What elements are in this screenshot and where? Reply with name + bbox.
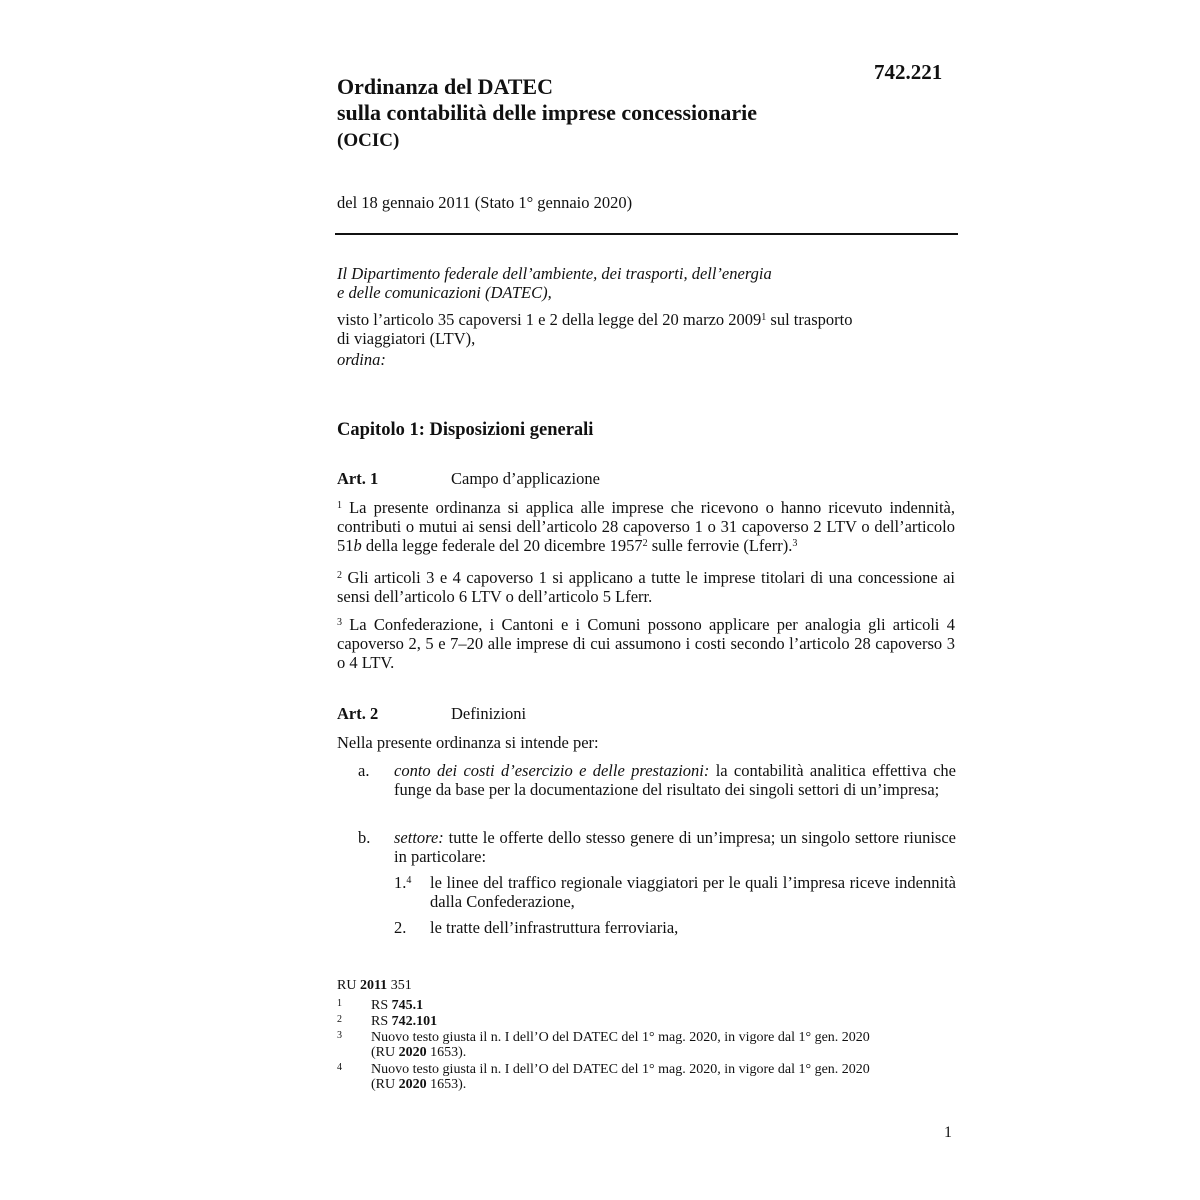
ordina: ordina: [337, 350, 386, 369]
art1-paragraph-3: $^3$ La Confederazione, i Cantoni e i Comuni possono applicare per analogia gli articoli 4 capoverso 2, 5 e 7–20 alle imprese di cui assumono i costi secondo l’articolo 28 capoverso 3 o 4 LTV. [337, 615, 955, 672]
list-text: conto dei costi d’esercizio e delle prestazioni: la contabilità analitica effettiva che funge da base per la documentazione del risultato dei singoli settori di un’impresa; [394, 761, 956, 799]
art1-paragraph-1: $^1$ La presente ordinanza si applica alle imprese che ricevono o hanno ricevuto indennità, contributi o mutui ai sensi dell’articolo 28 capoverso 1 o 31 capoverso 2 LTV o dell’articolo 51b della legge federale del 20 dicembre 1957$^2$ sulle ferrovie (Lferr).$^3$ [337, 498, 955, 555]
authority-line-2: e delle comunicazioni (DATEC), [337, 283, 552, 302]
art2-label: Art. 2 [337, 704, 379, 723]
page-number: 1 [944, 1124, 952, 1141]
art1-paragraph-2: $^2$ Gli articoli 3 e 4 capoverso 1 si applicano a tutte le imprese titolari di una concessione ai sensi dell’articolo 6 LTV o dell’articolo 5 Lferr. [337, 568, 955, 606]
footnote-ref[interactable]: 3 [792, 538, 798, 549]
art2-heading [337, 704, 526, 724]
footnote-number: 3 [337, 1030, 342, 1041]
list-text: settore: tutte le offerte dello stesso genere di un’impresa; un singolo settore riunisce in particolare: [394, 828, 956, 866]
sublist-text: le tratte dell’infrastruttura ferroviaria, [430, 918, 679, 937]
footnote-text: Nuovo testo giusta il n. I dell’O del DATEC del 1° mag. 2020, in vigore dal 1° gen. 2020 (RU 2020 1653). [371, 1062, 870, 1092]
visto-clause: visto l’articolo 35 capoversi 1 e 2 della legge del 20 marzo 2009$^1$ sul trasporto [337, 310, 853, 329]
sublist-text: le linee del traffico regionale viaggiatori per le quali l’impresa riceve indennità dalla Confederazione, [430, 873, 956, 911]
footnote-ref[interactable]: 4 [406, 875, 412, 886]
sublist-label: 1.$^4$ [394, 873, 412, 892]
footnote-number: 4 [337, 1062, 342, 1073]
list-label: a. [358, 761, 370, 780]
preamble [337, 264, 957, 369]
title-line-2: sulla contabilità delle imprese concessionarie [337, 100, 758, 125]
footnote-ref[interactable]: 2 [642, 538, 648, 549]
visto-clause-line-2: di viaggiatori (LTV), [337, 329, 476, 348]
chapter-title: Capitolo 1: Disposizioni generali [337, 420, 594, 440]
art1-label: Art. 1 [337, 469, 379, 488]
sublist-label: 2. [394, 918, 407, 937]
authority-line-1: Il Dipartimento federale dell’ambiente, dei trasporti, dell’energia [337, 264, 772, 283]
footnote-ref[interactable]: 1 [761, 312, 767, 323]
art2-intro: Nella presente ordinanza si intende per: [337, 733, 599, 752]
abbreviation: (OCIC) [337, 130, 400, 151]
footnote-text: RS 742.101 [371, 1014, 438, 1029]
ru-reference: RU 2011 351 [337, 978, 412, 993]
art1-heading [337, 469, 600, 489]
date-line: del 18 gennaio 2011 (Stato 1° gennaio 2020) [337, 193, 633, 212]
footnote-text: RS 745.1 [371, 998, 424, 1013]
art1-title: Campo d’applicazione [451, 469, 600, 488]
systematic-number: 742.221 [874, 60, 943, 84]
footnote-number: 1 [337, 998, 342, 1009]
title-line-1: Ordinanza del DATEC [337, 74, 553, 99]
list-label: b. [358, 828, 371, 847]
footnote-text: Nuovo testo giusta il n. I dell’O del DATEC del 1° mag. 2020, in vigore dal 1° gen. 2020 (RU 2020 1653). [371, 1030, 870, 1060]
art2-title: Definizioni [451, 704, 527, 723]
header-rule [335, 233, 958, 235]
footnote-number: 2 [337, 1014, 342, 1025]
document-title [337, 74, 757, 126]
